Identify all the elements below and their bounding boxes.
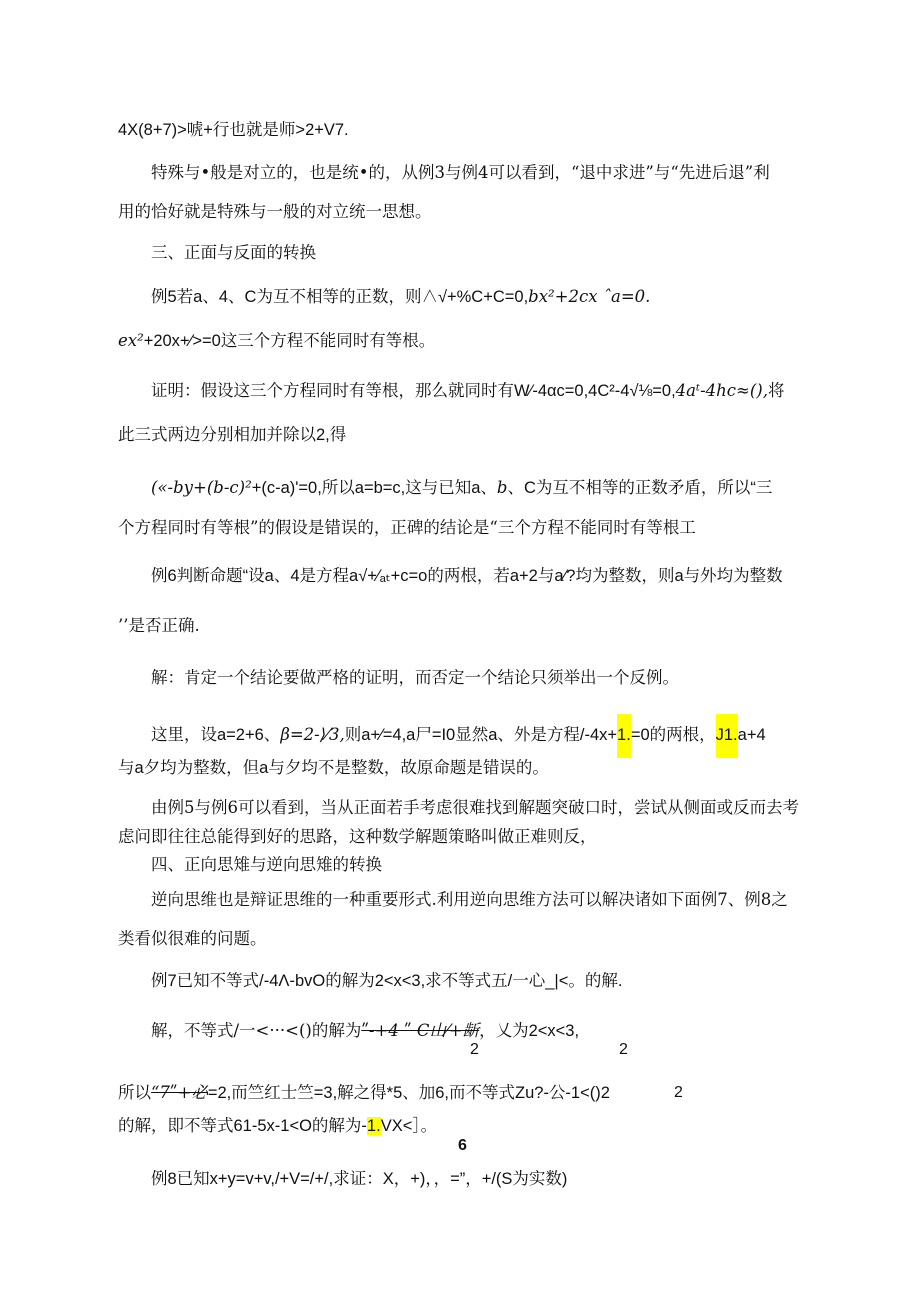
text-segment: 所以: [118, 1083, 151, 1102]
text-segment: a+4: [737, 726, 766, 744]
text-segment: 例5若a、4、C为互不相等的正数，则∧√+%C+C=0,: [151, 288, 529, 306]
text-line-1: [118, 119, 349, 141]
text-segment: ’’是否正确.: [118, 616, 200, 635]
section-heading-3: [151, 242, 316, 264]
text-segment: 虑问即往往总能得到好的思路，这种数学解题策略叫做正难则反，: [118, 827, 597, 846]
paragraph-special-general-cont: [118, 201, 432, 223]
formula-italic: 4aᵗ-4hc≈(),: [675, 381, 768, 400]
example-7-result: [118, 1115, 437, 1137]
text-segment: 例8已知x+y=v+v,/+V=/+/,求证：X，+)，，=”，+/(S为实数): [151, 1170, 568, 1188]
paragraph-front-back: [151, 797, 799, 819]
text-segment: 特殊与•般是对立的，也是统•的，从例3与例4可以看到，“退中求进”与“先进后退”利: [151, 163, 770, 182]
text-segment: +(c-a)ʹ=0,所以a=b=c,这与已知a、: [251, 479, 497, 497]
section-heading-4: [151, 854, 382, 876]
text-segment: 此三式两边分别相加并除以2,得: [118, 426, 347, 444]
text-segment: 解，不等式/一<···<()的解为: [151, 1021, 362, 1040]
paragraph-reverse-thinking-cont: [118, 928, 267, 950]
solution-detail-line: [151, 714, 766, 758]
struck-formula: ʺ-+4 ʺ C山⁄+龂: [361, 1021, 480, 1040]
text-segment: 用的恰好就是特殊与一般的对立统一思想。: [118, 202, 432, 221]
example-6-cont: [118, 615, 200, 637]
text-segment: ，乂为2<x<3,: [479, 1022, 580, 1040]
text-segment: VX<］。: [380, 1117, 438, 1135]
text-segment: =2,而竺红士竺=3,解之得*5、加6,而不等式Zu?-公-1<()2: [207, 1084, 610, 1102]
paragraph-reverse-thinking: [151, 889, 788, 911]
text-segment: 证明：假设这三个方程同时有等根，那么就同时有W⁄-4αc=0,4C²-4√⅛=0,: [151, 382, 676, 400]
solution-line: [151, 667, 679, 689]
text-segment: 解：肯定一个结论要做严格的证明，而否定一个结论只须举出一个反例。: [151, 668, 679, 687]
formula-italic: ex²: [118, 331, 144, 350]
formula-italic: («-by+(b-c)²: [151, 478, 252, 497]
text-segment: =0的两根，: [630, 726, 716, 744]
text-segment: 将: [767, 381, 785, 400]
proof-sum-line: [151, 477, 772, 499]
heading-text: 四、正向思雉与逆向思雉的转换: [151, 855, 382, 874]
denominator-6: 6: [458, 1137, 467, 1154]
text-segment: 例6判断命题“设a、4是方程a√+⁄ₐₜ+c=o的两根，若a+2与a⁄?均为整数，则a与外均为整数: [151, 567, 783, 585]
paragraph-front-back-cont: [118, 826, 597, 848]
highlighted-text: J1.: [716, 714, 738, 758]
example-5-line: [151, 286, 650, 308]
example-7-line: [151, 970, 622, 992]
struck-formula: “7ʺ+必: [151, 1083, 208, 1102]
text-segment: 例7已知不等式/-4Λ-bvO的解为2<x<3,求不等式五/一心_|<。的解.: [151, 972, 623, 990]
denominator-2: 2: [619, 1041, 628, 1058]
denominator-2: 2: [470, 1041, 479, 1058]
text-segment: 由例5与例6可以看到，当从正面若手考虑很难找到解题突破口时，尝试从侧面或反而去考: [151, 798, 799, 817]
text-segment: 类看似很难的问题。: [118, 929, 267, 948]
formula-italic: b: [496, 478, 508, 497]
trailing-2: 2: [674, 1084, 683, 1101]
text-segment: 的解，即不等式61-5x-1<O的解为-: [118, 1117, 367, 1135]
highlighted-text: 1.: [617, 714, 631, 758]
example-7-equations: [118, 1082, 610, 1104]
text-segment: 逆向思维也是辩证思维的一种重要形式.利用逆向思维方法可以解决诸如下面例7、例8之: [151, 890, 788, 909]
solution-detail-cont: [118, 757, 549, 779]
highlighted-text: 1.: [366, 1117, 381, 1135]
example-6-line: [151, 565, 783, 587]
text-segment: 则a+⁄=4,a尸=I0显然a、外是方程/-4x+: [344, 726, 618, 744]
example-8-line: [151, 1168, 567, 1190]
proof-conclusion: [118, 517, 696, 539]
paragraph-special-general: [151, 162, 770, 184]
formula-italic: bx²+2cx ˆa=0.: [528, 287, 651, 306]
example-5-cont: [118, 330, 435, 352]
heading-text: 三、正面与反面的转换: [151, 243, 316, 262]
proof-line-cont: [118, 424, 346, 446]
text-segment: +20x+⁄>=0这三个方程不能同时有等根。: [143, 332, 436, 350]
proof-line: [151, 380, 784, 402]
text-segment: 、C为互不相等的正数矛盾，所以“三: [507, 479, 773, 497]
formula-italic: β=2-⟩⁄3,: [280, 725, 345, 744]
text-segment: 这里，设a=2+6、: [151, 726, 281, 744]
formula-text: 4X(8+7)>唬+行也就是师>2+V7.: [118, 121, 349, 139]
text-segment: 与a夕均为整数，但a与夕均不是整数，故原命题是错误的。: [118, 759, 549, 777]
example-7-solution: [151, 1020, 579, 1042]
text-segment: 个方程同时有等根”的假设是错误的，正碑的结论是“三个方程不能同时有等根工: [118, 518, 696, 537]
